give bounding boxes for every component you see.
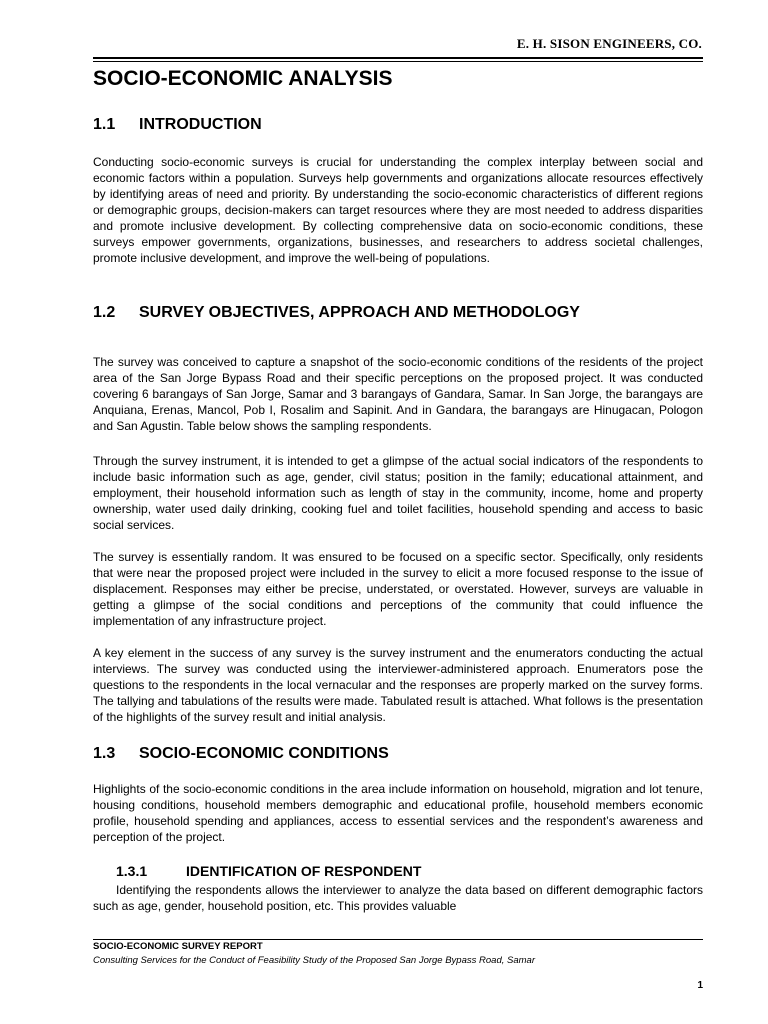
footer-report-title: SOCIO-ECONOMIC SURVEY REPORT xyxy=(93,941,263,952)
section-heading-conditions xyxy=(93,745,389,763)
section-number: 1.2 xyxy=(93,304,116,321)
identification-paragraph: Identifying the respondents allows the interviewer to analyze the data based on different demographic factors such as age, gender, household position, etc. This provides valuable xyxy=(93,883,703,913)
page-number: 1 xyxy=(697,980,703,991)
header-rule-thick xyxy=(93,57,703,59)
section-title: INTRODUCTION xyxy=(139,116,262,133)
section-title: SURVEY OBJECTIVES, APPROACH AND METHODOLOGY xyxy=(139,304,580,321)
subsection-title: IDENTIFICATION OF RESPONDENT xyxy=(186,863,422,879)
section-number: 1.1 xyxy=(93,116,116,133)
methodology-paragraph-3: The survey is essentially random. It was ensured to be focused on a specific sector. Specifically, only residents that were near the proposed project were included in the survey to elicit a more focused response to the issue of displacement. Responses may either be precise, understated, or overstated. However, surveys are valuable in getting a glimpse of the social conditions and perceptions of the community that could influence the implementation of any infrastructure project. xyxy=(93,550,703,628)
document-title: SOCIO-ECONOMIC ANALYSIS xyxy=(93,67,393,90)
company-name: E. H. SISON ENGINEERS, CO. xyxy=(516,36,702,51)
conditions-paragraph: Highlights of the socio-economic conditions in the area include information on household, migration and lot tenure, housing conditions, household members demographic and educational profile, household members economic profile, household spending and appliances, access to essential services and the respondent’s awareness and perception of the project. xyxy=(93,782,703,844)
subsection-heading-identification xyxy=(116,863,421,879)
section-number: 1.3 xyxy=(93,745,116,762)
section-title: SOCIO-ECONOMIC CONDITIONS xyxy=(139,745,389,762)
footer-subtitle: Consulting Services for the Conduct of Feasibility Study of the Proposed San Jorge Bypass Road, Samar xyxy=(93,955,535,966)
intro-paragraph: Conducting socio-economic surveys is crucial for understanding the complex interplay between social and economic factors within a population. Surveys help governments and organizations allocate resources effectively by identifying areas of need and priority. By understanding the socio-economic characteristics of different regions or demographic groups, decision-makers can target resources where they are most needed to address disparities and promote inclusive development. By collecting comprehensive data on socio-economic conditions, these surveys empower governments, organizations, businesses, and researchers to address societal challenges, promote inclusive development, and improve the well-being of populations. xyxy=(93,155,703,265)
methodology-paragraph-1: The survey was conceived to capture a snapshot of the socio-economic conditions of the residents of the project area of the San Jorge Bypass Road and their specific perceptions on the proposed project. It was conducted covering 6 barangays of San Jorge, Samar and 3 barangays of Gandara, Samar. In San Jorge, the barangays are Anquiana, Erenas, Mancol, Pob I, Rosalim and Sapinit. And in Gandara, the barangays are Hinugacan, Pologon and San Agustin. Table below shows the sampling respondents. xyxy=(93,355,703,433)
subsection-number: 1.3.1 xyxy=(116,863,148,879)
footer-rule xyxy=(93,939,703,940)
section-heading-methodology xyxy=(93,304,580,322)
methodology-paragraph-2: Through the survey instrument, it is intended to get a glimpse of the actual social indicators of the respondents to include basic information such as age, gender, civil status; position in the family; educational attainment, and employment, their household information such as length of stay in the community, income, home and property ownership, water used daily drinking, cooking fuel and toilet facilities, household spending and access to basic social services. xyxy=(93,454,703,532)
header-rule-thin xyxy=(93,61,703,62)
methodology-paragraph-4: A key element in the success of any survey is the survey instrument and the enumerators conducting the actual interviews. The survey was conducted using the interviewer-administered approach. Enumerators pose the questions to the respondents in the local vernacular and the responses are properly marked on the survey forms. The tallying and tabulations of the results were made. Tabulated result is attached. What follows is the presentation of the highlights of the survey result and initial analysis. xyxy=(93,646,703,724)
section-heading-introduction xyxy=(93,116,262,134)
